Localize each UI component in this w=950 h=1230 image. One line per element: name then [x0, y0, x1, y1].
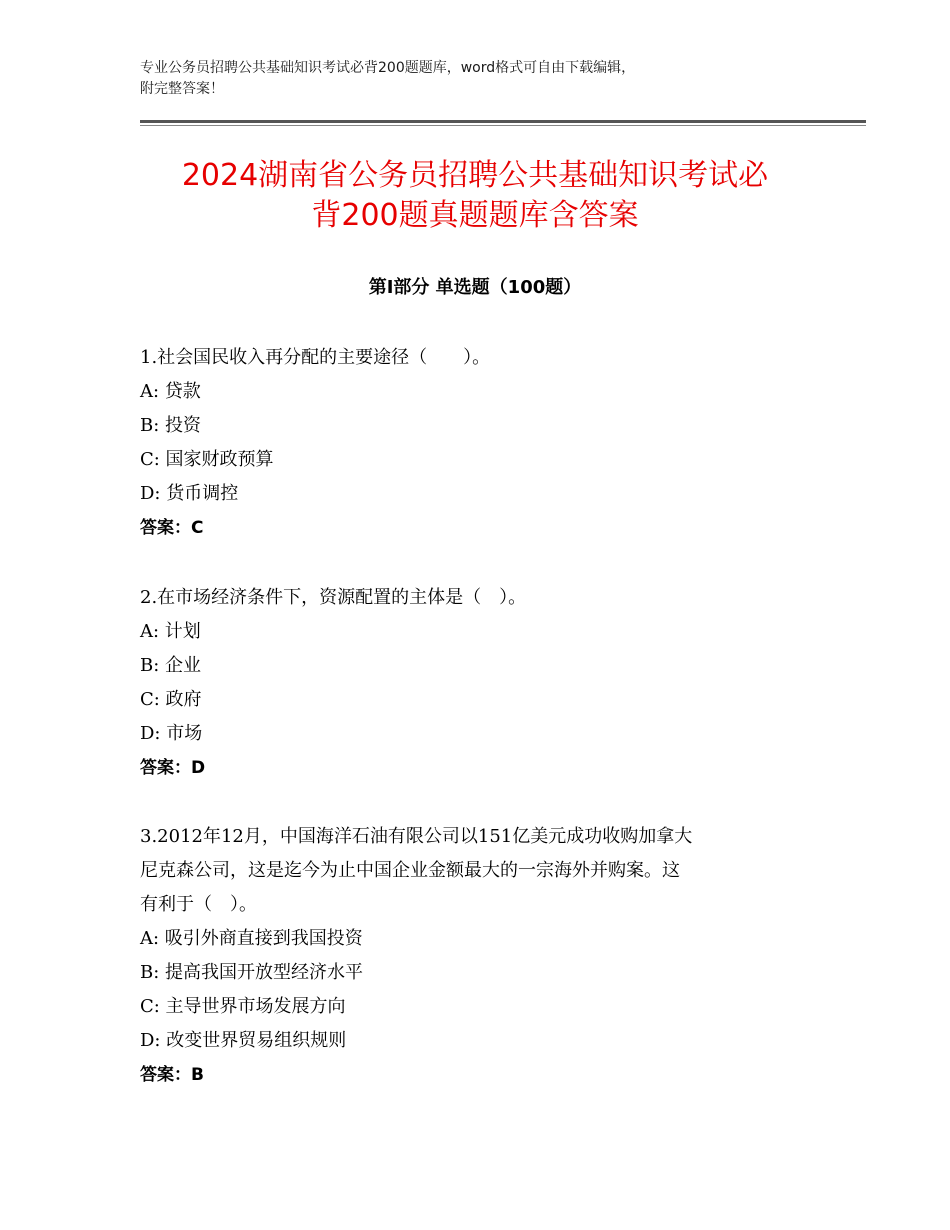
- option-c: C: 主导世界市场发展方向: [140, 996, 346, 1017]
- option-b: B: 提高我国开放型经济水平: [140, 962, 364, 983]
- document-title-line-2: 背200题真题题库含答案: [311, 198, 639, 233]
- question-stem-line: 尼克森公司，这是迄今为止中国企业金额最大的一宗海外并购案。这: [140, 860, 680, 881]
- question-1: [140, 341, 820, 545]
- question-stem-line: 2.在市场经济条件下，资源配置的主体是（ ）。: [140, 587, 527, 608]
- option-d: D: 改变世界贸易组织规则: [140, 1030, 347, 1051]
- option-a: A: 计划: [140, 621, 201, 642]
- option-c: C: 国家财政预算: [140, 449, 274, 470]
- answer-label: 答案：B: [140, 1065, 204, 1085]
- document-title: [100, 156, 850, 236]
- question-stem-line: 有利于（ ）。: [140, 894, 257, 915]
- question-3: [140, 820, 820, 1092]
- header-note-line-2: 附完整答案！: [140, 81, 224, 97]
- question-stem: [140, 581, 820, 615]
- option-a: A: 吸引外商直接到我国投资: [140, 928, 363, 949]
- header-note: [140, 58, 820, 100]
- question-2: [140, 581, 820, 785]
- option-a: A: 贷款: [140, 381, 201, 402]
- header-divider-thick: [140, 120, 866, 123]
- header-note-line-1: 专业公务员招聘公共基础知识考试必背200题题库，word格式可自由下载编辑，: [140, 60, 636, 76]
- section-heading: 第Ⅰ部分 单选题（100题）: [368, 277, 582, 298]
- option-b: B: 投资: [140, 415, 202, 436]
- option-d: D: 市场: [140, 723, 203, 744]
- option-d: D: 货币调控: [140, 483, 239, 504]
- header-divider-thin: [140, 125, 866, 126]
- document-title-line-1: 2024湖南省公务员招聘公共基础知识考试必: [181, 158, 769, 193]
- option-b: B: 企业: [140, 655, 202, 676]
- question-stem-line: 3.2012年12月，中国海洋石油有限公司以151亿美元成功收购加拿大: [140, 826, 693, 847]
- answer-label: 答案：C: [140, 518, 204, 538]
- question-stem-line: 1.社会国民收入再分配的主要途径（ ）。: [140, 347, 491, 368]
- answer-label: 答案：D: [140, 758, 206, 778]
- option-c: C: 政府: [140, 689, 202, 710]
- question-stem: [140, 341, 820, 375]
- question-stem: [140, 820, 820, 922]
